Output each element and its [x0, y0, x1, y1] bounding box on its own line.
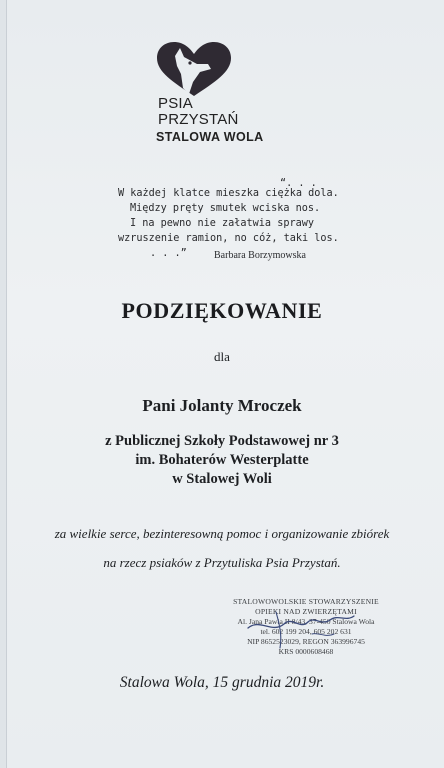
poem-close-quote: . . .” — [150, 248, 187, 259]
thanks-line-1: za wielkie serce, bezinteresowną pomoc i organizowanie zbiórek — [54, 526, 390, 541]
poem-author: Barbara Borzymowska — [214, 250, 306, 261]
stamp-line-2: OPIEKI NAD ZWIERZĘTAMI — [255, 607, 357, 616]
logo-text-city: STALOWA WOLA — [156, 130, 264, 144]
stamp-line-3: Al. Jana Pawła II 8/43, 37-450 Stalowa Wola — [237, 617, 375, 626]
logo-text-psia: PSIA — [158, 95, 193, 112]
poem-line-2: Między pręty smutek wciska nos. — [130, 203, 321, 214]
place-and-date: Stalowa Wola, 15 grudnia 2019r. — [119, 674, 325, 691]
stamp-line-6: KRS 0000608468 — [278, 647, 334, 656]
stamp-line-5: NIP 8652523029, REGON 363996745 — [247, 637, 365, 646]
recipient-name: Pani Jolanty Mroczek — [142, 396, 302, 415]
certificate-title: PODZIĘKOWANIE — [121, 298, 323, 323]
school-line-3: w Stalowej Woli — [172, 471, 272, 487]
poem-line-1: W każdej klatce mieszka ciężka dola. — [118, 188, 339, 199]
stamp-line-1: STALOWOWOLSKIE STOWARZYSZENIE — [233, 597, 379, 606]
for-label: dla — [214, 349, 230, 364]
stamp-line-4: tel. 602 199 204, 605 202 631 — [260, 627, 352, 636]
school-line-1: z Publicznej Szkoły Podstawowej nr 3 — [105, 433, 339, 449]
handwritten-signature — [242, 604, 362, 654]
thanks-line-2: na rzecz psiaków z Przytuliska Psia Przystań. — [103, 555, 341, 570]
school-line-2: im. Bohaterów Westerplatte — [135, 452, 309, 468]
logo-text-przystan: PRZYSTAŃ — [158, 111, 239, 128]
poem-line-4: wzruszenie ramion, no cóż, taki los. — [118, 233, 339, 244]
poem-line-3: I na pewno nie załatwia sprawy — [130, 218, 315, 229]
heart-dog-icon — [153, 42, 235, 98]
poem-open-quote: “. . . — [280, 178, 317, 189]
psia-przystan-logo — [150, 42, 270, 157]
